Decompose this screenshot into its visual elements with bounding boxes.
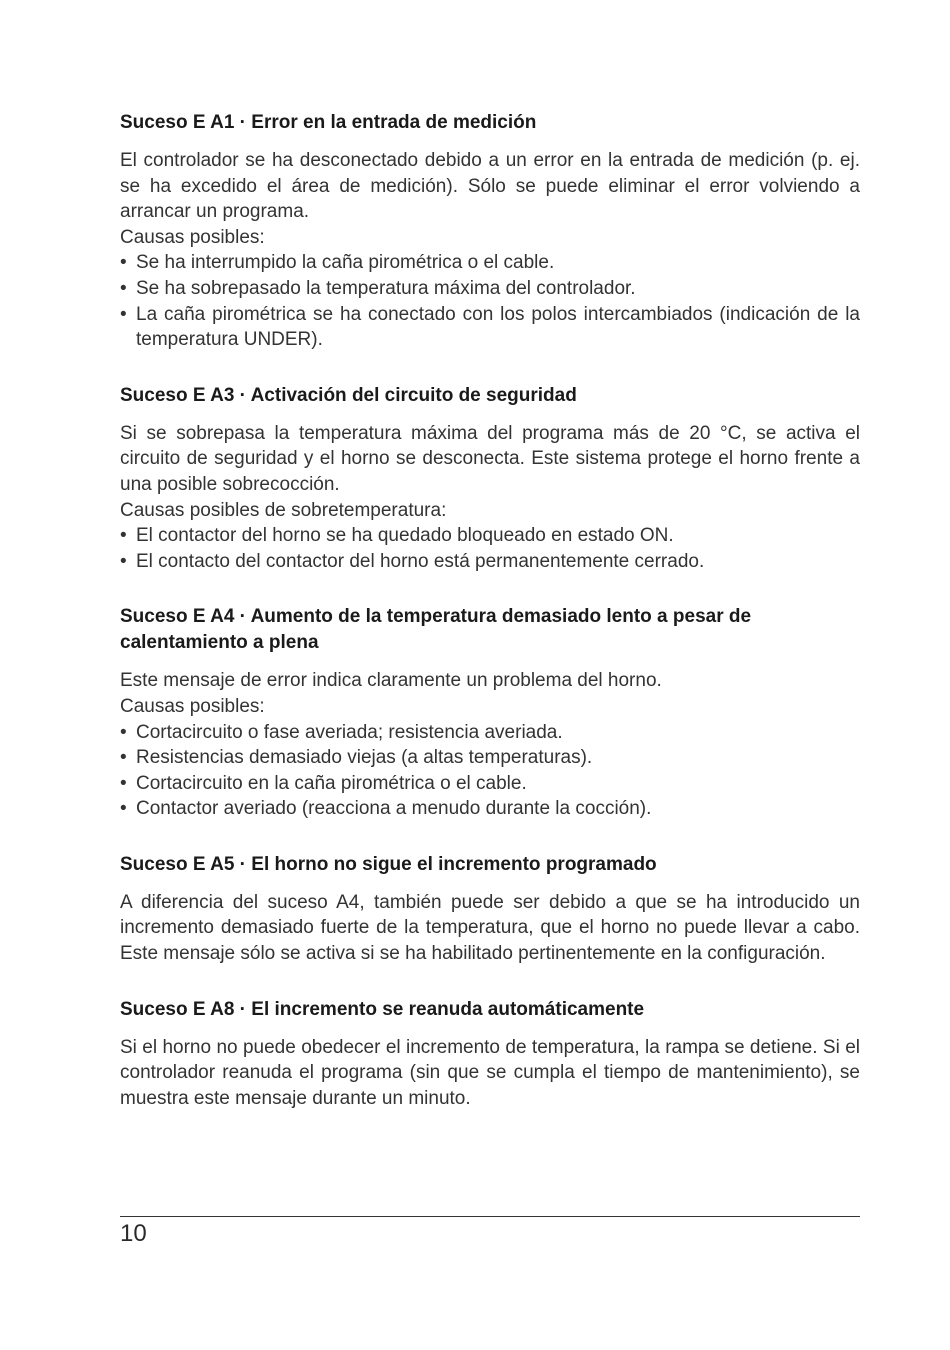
causes-list	[120, 250, 860, 352]
section-heading: Suceso E A8 · El incremento se reanuda automáticamente	[120, 998, 645, 1020]
section-e-a3	[120, 383, 860, 575]
list-item: • Se ha interrumpido la caña pirométrica o el cable.	[120, 250, 860, 276]
section-e-a5	[120, 852, 860, 967]
list-item: • Se ha sobrepasado la temperatura máxima del controlador.	[120, 276, 860, 302]
causes-label: Causas posibles de sobretemperatura:	[120, 499, 447, 521]
causes-list	[120, 523, 860, 574]
section-e-a4	[120, 604, 860, 822]
list-item: • Resistencias demasiado viejas (a altas temperaturas).	[120, 745, 860, 771]
section-e-a1	[120, 110, 860, 353]
list-item: • Cortacircuito o fase averiada; resistencia averiada.	[120, 720, 860, 746]
list-item: • Contactor averiado (reacciona a menudo durante la cocción).	[120, 796, 860, 822]
section-paragraph: Si el horno no puede obedecer el incremento de temperatura, la rampa se detiene. Si el controlador reanuda el programa (sin que se cumpla el tiempo de mantenimiento), se muestra este mensaje durante un minuto.	[120, 1036, 860, 1109]
section-paragraph: A diferencia del suceso A4, también puede ser debido a que se ha introducido un incremento demasiado fuerte de la temperatura, que el horno no puede llevar a cabo. Este mensaje sólo se activa si se ha habilitado pertinentemente en la configuración.	[120, 891, 860, 965]
section-heading: Suceso E A1 · Error en la entrada de medición	[120, 112, 537, 133]
section-heading: Suceso E A3 · Activación del circuito de seguridad	[120, 384, 577, 406]
footer-divider	[120, 1216, 860, 1217]
section-paragraph: Este mensaje de error indica claramente un problema del horno.	[120, 670, 662, 692]
list-item: • La caña pirométrica se ha conectado con los polos intercambiados (indicación de la temperatura UNDER).	[120, 302, 860, 353]
page-content	[120, 110, 860, 1141]
list-item: • El contacto del contactor del horno está permanentemente cerrado.	[120, 549, 860, 575]
causes-list	[120, 720, 860, 822]
list-item: • Cortacircuito en la caña pirométrica o el cable.	[120, 771, 860, 797]
section-heading: Suceso E A4 · Aumento de la temperatura demasiado lento a pesar de calentamiento a plena	[120, 606, 752, 654]
section-e-a8	[120, 997, 860, 1112]
causes-label: Causas posibles:	[120, 226, 265, 248]
page-number: 10	[120, 1220, 147, 1247]
section-paragraph: Si se sobrepasa la temperatura máxima del programa más de 20 °C, se activa el circuito de seguridad y el horno se desconecta. Este sistema protege el horno frente a una posible sobrecocción.	[120, 422, 860, 495]
section-heading: Suceso E A5 · El horno no sigue el incremento programado	[120, 853, 657, 875]
causes-label: Causas posibles:	[120, 695, 265, 717]
section-paragraph: El controlador se ha desconectado debido a un error en la entrada de medición (p. ej. se ha excedido el área de medición). Sólo se puede eliminar el error volviendo a arrancar un programa.	[120, 150, 860, 223]
list-item: • El contactor del horno se ha quedado bloqueado en estado ON.	[120, 523, 860, 549]
